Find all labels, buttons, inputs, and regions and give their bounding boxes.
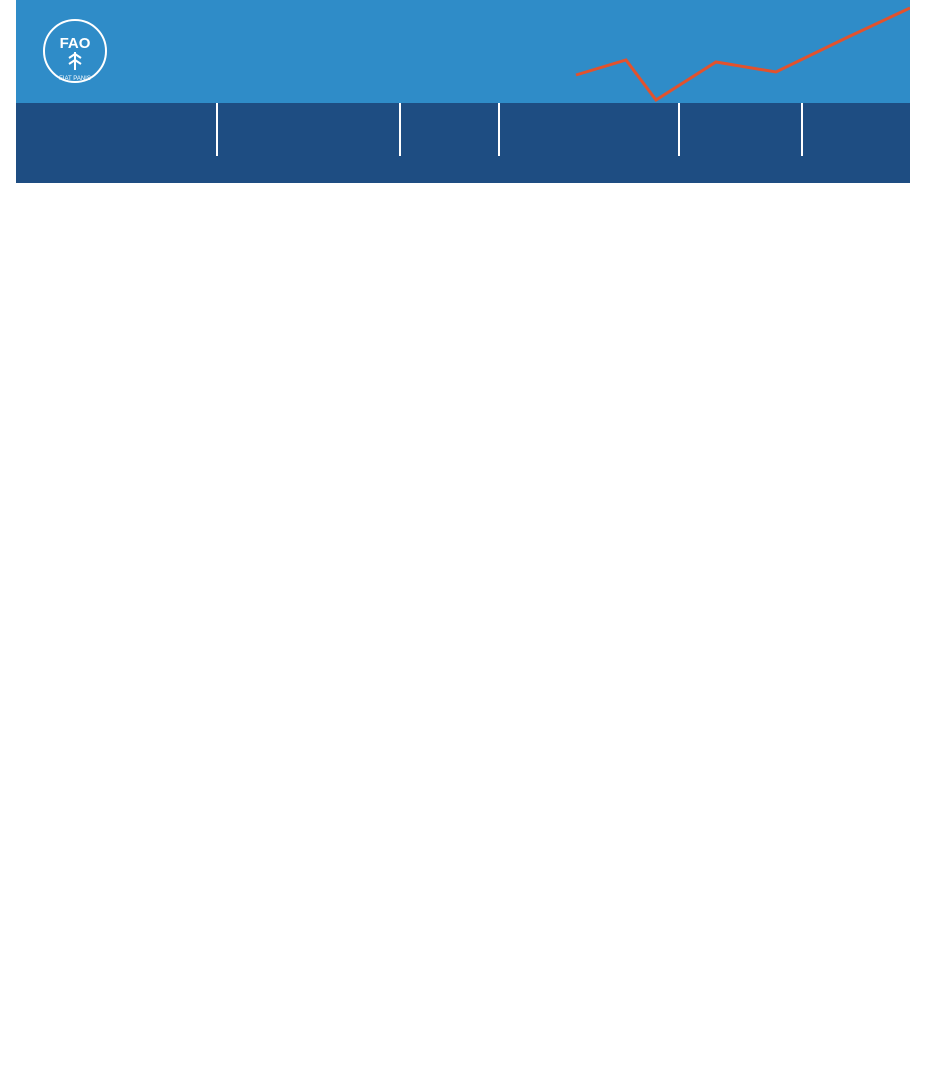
fao-logo [42,18,108,84]
header-origin [803,103,910,156]
header-grading [401,103,500,156]
svg-text:FAO: FAO [59,35,91,52]
header-price [500,103,680,156]
price-trend-line [16,0,910,103]
svg-text:FIAT PANIS: FIAT PANIS [59,76,91,82]
header-species [16,103,218,156]
header-reference [680,103,803,156]
section-bar [16,156,910,183]
header-product-form [218,103,401,156]
report-banner [16,0,910,103]
